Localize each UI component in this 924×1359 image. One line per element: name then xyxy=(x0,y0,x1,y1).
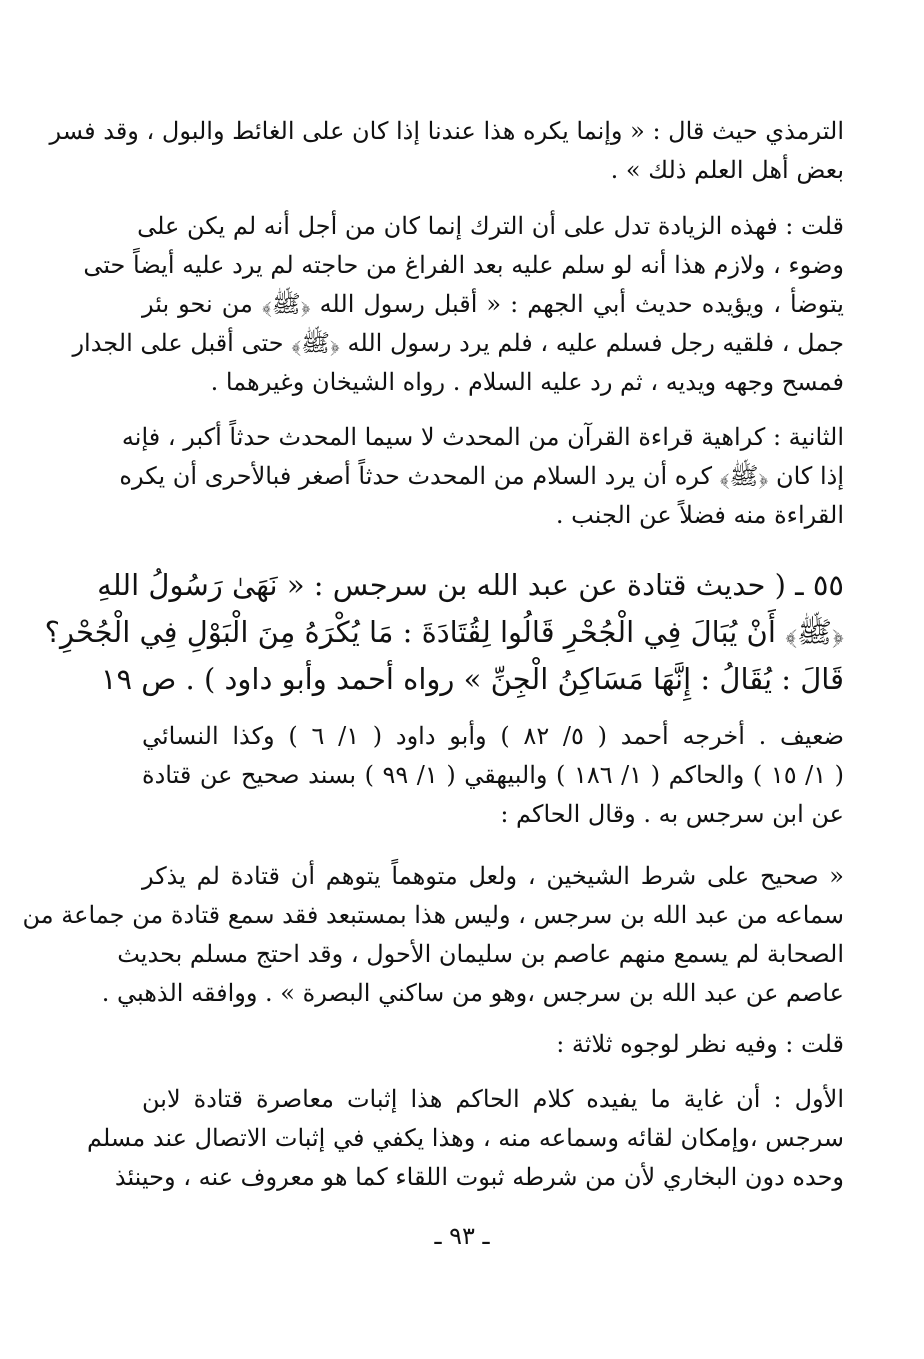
text-line: الصحابة لم يسمع منهم عاصم بن سليمان الأحول ، وقد احتج مسلم بحديث xyxy=(117,940,844,968)
text-line: وحده دون البخاري لأن من شرطه ثبوت اللقاء كما هو معروف عنه ، وحينئذ xyxy=(114,1163,844,1191)
text-line: قَالَ : يُقَالُ : إِنَّهَا مَسَاكِنُ الْجِنِّ » رواه أحمد وأبو داود ) . ص ١٩ xyxy=(100,662,844,696)
text-line: بعض أهل العلم ذلك » . xyxy=(610,156,844,184)
text-line: « صحيح على شرط الشيخين ، ولعل متوهماً يتوهم أن قتادة لم يذكر xyxy=(142,862,844,890)
text-line: قلت : وفيه نظر لوجوه ثلاثة : xyxy=(556,1030,844,1058)
text-line: سرجس ،وإمكان لقائه وسماعه منه ، وهذا يكفي في إثبات الاتصال عند مسلم xyxy=(87,1124,844,1152)
paragraph-p7 xyxy=(142,1025,844,1064)
text-line: ( ١/ ١٥ ) والحاكم ( ١/ ١٨٦ ) والبيهقي ( ١/ ٩٩ ) بسند صحيح عن قتادة xyxy=(142,761,845,789)
text-line: فمسح وجهه ويديه ، ثم رد عليه السلام . رواه الشيخان وغيرهما . xyxy=(210,368,844,396)
text-line: وضوء ، ولازم هذا أنه لو سلم عليه بعد الفراغ من حاجته لم يرد عليه أيضاً حتى xyxy=(83,251,844,279)
page-number: ـ ٩٣ ـ xyxy=(434,1222,490,1250)
text-line: سماعه من عبد الله بن سرجس ، وليس هذا بمستبعد فقد سمع قتادة من جماعة من xyxy=(22,901,844,929)
paragraph-p2 xyxy=(72,207,844,402)
paragraph-p3 xyxy=(119,418,844,535)
text-line: عن ابن سرجس به . وقال الحاكم : xyxy=(500,800,844,828)
text-line: ٥٥ ـ ( حديث قتادة عن عبد الله بن سرجس : « نَهَىٰ رَسُولُ اللهِ xyxy=(97,568,844,602)
paragraph-p5 xyxy=(142,717,844,834)
text-line: الترمذي حيث قال : « وإنما يكره هذا عندنا إذا كان على الغائط والبول ، وقد فسر xyxy=(49,117,844,145)
paragraph-p1 xyxy=(49,112,844,190)
text-line: ضعيف . أخرجه أحمد ( ٥/ ٨٢ ) وأبو داود ( ١/ ٦ ) وكذا النسائي xyxy=(142,722,845,750)
text-line: جمل ، فلقيه رجل فسلم عليه ، فلم يرد رسول الله ﴿ﷺ﴾ حتى أقبل على الجدار xyxy=(72,329,844,357)
text-line: الثانية : كراهية قراءة القرآن من المحدث لا سيما المحدث حدثاً أكبر ، فإنه xyxy=(121,423,844,451)
text-line: قلت : فهذه الزيادة تدل على أن الترك إنما كان من أجل أنه لم يكن على xyxy=(137,212,844,240)
text-line: ﴿ﷺ﴾ أَنْ يُبَالَ فِي الْجُحْرِ قَالُوا لِقُتَادَةَ : مَا يُكْرَهُ مِنَ الْبَوْلِ فِي الْجُحْرِ؟ xyxy=(44,615,844,649)
text-line: عاصم عن عبد الله بن سرجس ،وهو من ساكني البصرة » . ووافقه الذهبي . xyxy=(101,979,844,1007)
paragraph-p8 xyxy=(87,1080,844,1197)
text-line: إذا كان ﴿ﷺ﴾ كره أن يرد السلام من المحدث حدثاً أصغر فبالأحرى أن يكره xyxy=(119,462,844,490)
text-line: يتوضأ ، ويؤيده حديث أبي الجهم : « أقبل رسول الله ﴿ﷺ﴾ من نحو بئر xyxy=(142,290,844,318)
paragraph-p4 xyxy=(44,562,844,703)
text-line: الأول : أن غاية ما يفيده كلام الحاكم هذا إثبات معاصرة قتادة لابن xyxy=(142,1085,844,1113)
text-line: القراءة منه فضلاً عن الجنب . xyxy=(555,501,844,529)
paragraph-p6 xyxy=(22,857,844,1013)
